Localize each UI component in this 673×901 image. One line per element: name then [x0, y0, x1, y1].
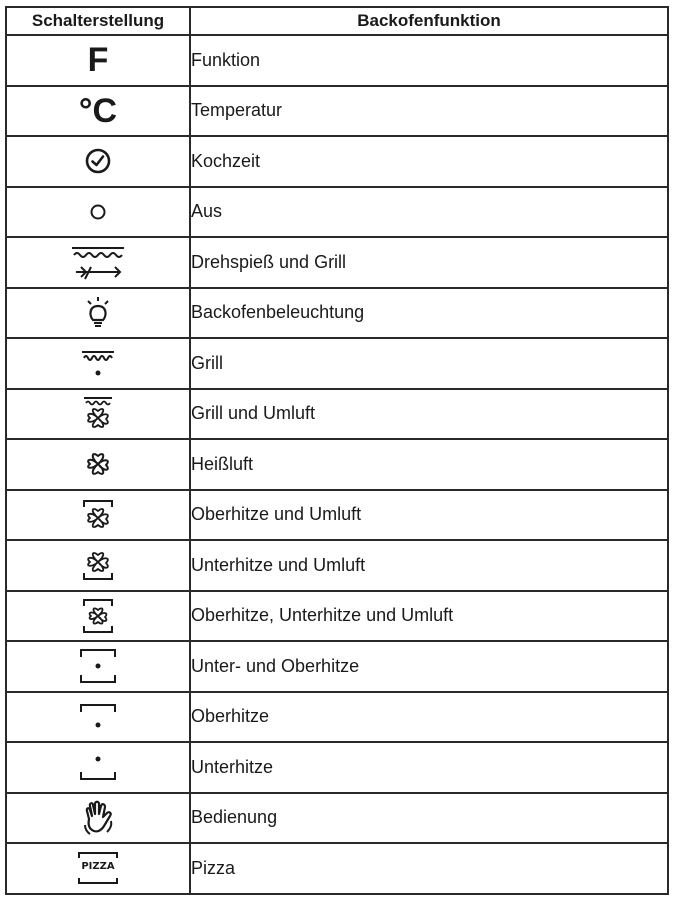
top-heat-fan-icon: [78, 496, 118, 534]
celsius-icon: °C: [78, 91, 118, 130]
table-row: [6, 742, 668, 793]
function-label: Oberhitze, Unterhitze und Umluft: [190, 591, 668, 642]
table-row: [6, 793, 668, 844]
table-row: [6, 338, 668, 389]
lamp-icon: [83, 296, 113, 330]
column-header-function: Backofenfunktion: [190, 7, 668, 35]
setting-cell: [6, 692, 190, 743]
function-label: Unter- und Oberhitze: [190, 641, 668, 692]
top-bottom-heat-fan-icon: [78, 596, 118, 636]
setting-cell: [6, 86, 190, 137]
function-label: Pizza: [190, 843, 668, 894]
setting-cell: [6, 136, 190, 187]
function-label: Oberhitze und Umluft: [190, 490, 668, 541]
table-row: [6, 35, 668, 86]
table-row: [6, 439, 668, 490]
table-row: [6, 843, 668, 894]
setting-cell: [6, 338, 190, 389]
rotisserie-grill-icon: [68, 242, 128, 282]
pizza-icon: [73, 849, 123, 887]
setting-cell: [6, 439, 190, 490]
function-label: Unterhitze: [190, 742, 668, 793]
function-label: Drehspieß und Grill: [190, 237, 668, 288]
top-bottom-heat-icon: [76, 646, 120, 686]
setting-cell: [6, 187, 190, 238]
function-label: Kochzeit: [190, 136, 668, 187]
table-row: [6, 86, 668, 137]
top-heat-icon: [76, 700, 120, 734]
function-label: Heißluft: [190, 439, 668, 490]
table-row: [6, 187, 668, 238]
table-row: [6, 136, 668, 187]
table-row: [6, 540, 668, 591]
setting-cell: [6, 540, 190, 591]
function-label: Temperatur: [190, 86, 668, 137]
setting-cell: [6, 237, 190, 288]
function-label: Oberhitze: [190, 692, 668, 743]
table-row: [6, 237, 668, 288]
setting-cell: [6, 591, 190, 642]
setting-cell: [6, 843, 190, 894]
clock-icon: [84, 147, 112, 175]
function-label: Backofenbeleuchtung: [190, 288, 668, 339]
grill-fan-icon: [78, 394, 118, 434]
function-label: Funktion: [190, 35, 668, 86]
hand-icon: [80, 799, 116, 837]
table-row: [6, 641, 668, 692]
column-header-setting: Schalterstellung: [6, 7, 190, 35]
oven-function-table: [5, 6, 669, 895]
setting-cell: [6, 490, 190, 541]
letter-f-icon: F: [87, 41, 109, 80]
table-row: [6, 692, 668, 743]
table-row: [6, 490, 668, 541]
setting-cell: [6, 641, 190, 692]
setting-cell: [6, 742, 190, 793]
function-label: Grill und Umluft: [190, 389, 668, 440]
setting-cell: [6, 389, 190, 440]
table-row: [6, 288, 668, 339]
setting-cell: [6, 288, 190, 339]
grill-icon: [76, 345, 120, 381]
table-row: [6, 389, 668, 440]
function-label: Unterhitze und Umluft: [190, 540, 668, 591]
function-label: Grill: [190, 338, 668, 389]
bottom-heat-icon: [76, 750, 120, 784]
fan-icon: [81, 447, 115, 481]
bottom-heat-fan-icon: [78, 546, 118, 584]
pizza-label: PIZZA: [81, 861, 115, 873]
setting-cell: [6, 793, 190, 844]
table-header-row: [6, 7, 668, 35]
function-label: Aus: [190, 187, 668, 238]
setting-cell: [6, 35, 190, 86]
function-label: Bedienung: [190, 793, 668, 844]
off-circle-icon: [88, 202, 108, 222]
table-row: [6, 591, 668, 642]
